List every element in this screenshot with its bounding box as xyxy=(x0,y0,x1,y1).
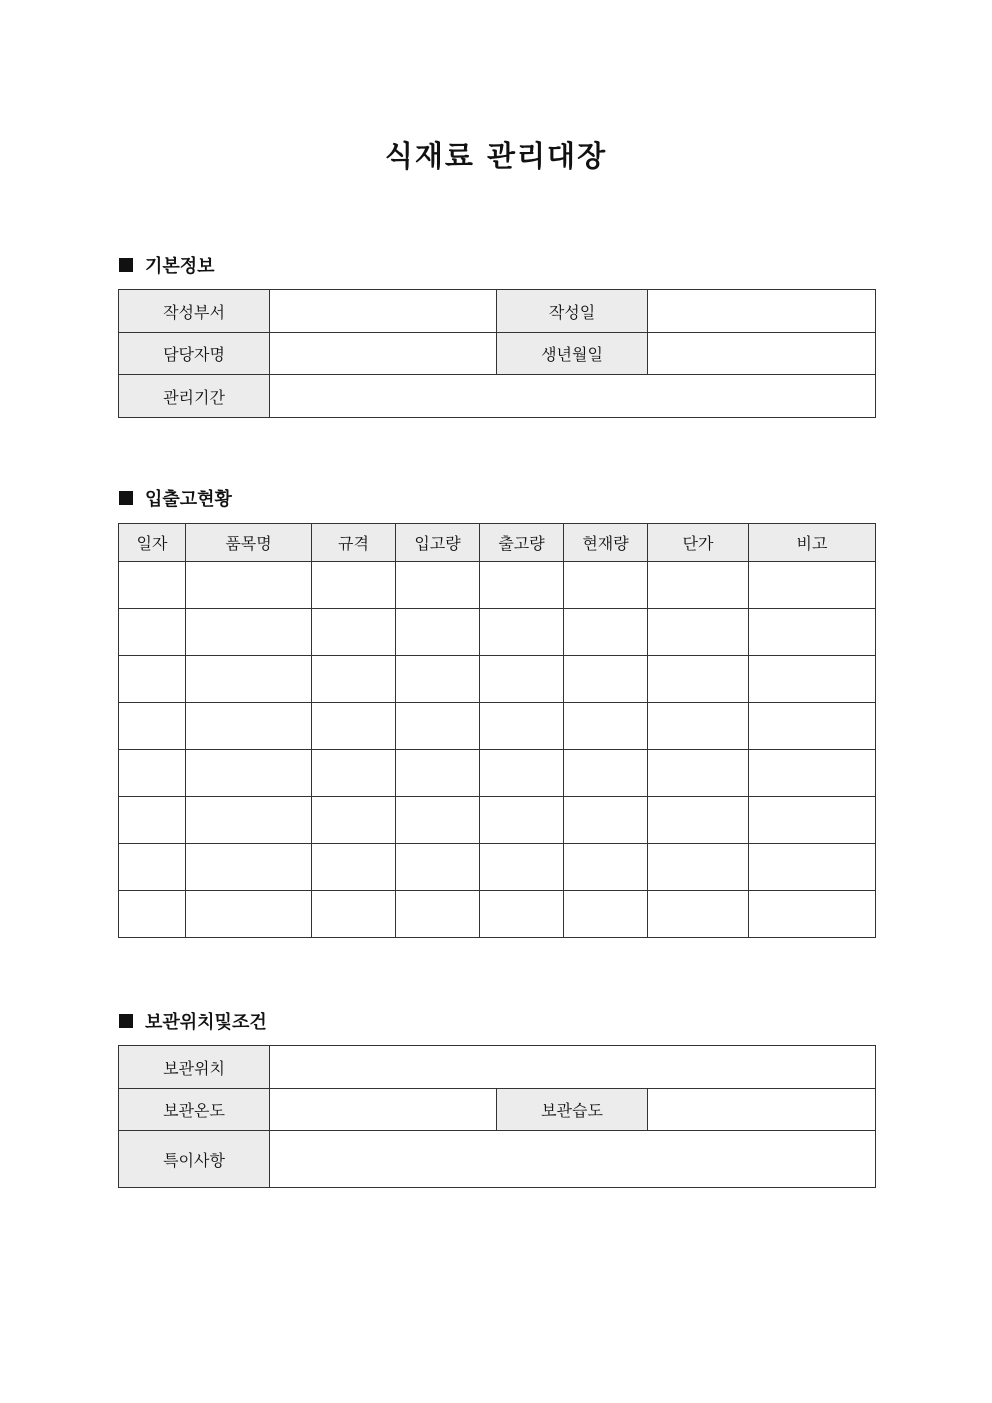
column-header-out: 출고량 xyxy=(480,524,564,562)
page-title: 식재료 관리대장 xyxy=(384,139,608,173)
section-heading-label: 보관위치및조건 xyxy=(145,1012,267,1033)
column-header-note: 비고 xyxy=(749,524,876,562)
section-heading-inout xyxy=(119,486,232,510)
section-heading-label: 입출고현황 xyxy=(145,489,232,510)
table-cell[interactable] xyxy=(749,750,876,797)
table-cell[interactable] xyxy=(396,656,480,703)
humidity-field[interactable] xyxy=(648,1089,876,1131)
table-cell[interactable] xyxy=(119,656,186,703)
table-row xyxy=(119,750,876,797)
table-cell[interactable] xyxy=(312,844,396,891)
table-row xyxy=(119,375,876,418)
table-cell[interactable] xyxy=(564,797,648,844)
column-header-stock: 현재량 xyxy=(564,524,648,562)
storage-table xyxy=(118,1045,876,1188)
manager-field[interactable] xyxy=(270,333,497,375)
table-cell[interactable] xyxy=(186,609,312,656)
table-cell[interactable] xyxy=(312,891,396,938)
table-cell[interactable] xyxy=(186,891,312,938)
table-cell[interactable] xyxy=(312,609,396,656)
column-header-item: 품목명 xyxy=(186,524,312,562)
table-cell[interactable] xyxy=(186,656,312,703)
table-cell[interactable] xyxy=(396,609,480,656)
table-cell[interactable] xyxy=(648,656,749,703)
square-bullet-icon xyxy=(119,258,133,272)
table-cell[interactable] xyxy=(312,750,396,797)
table-cell[interactable] xyxy=(749,609,876,656)
table-row xyxy=(119,333,876,375)
birth-field[interactable] xyxy=(648,333,876,375)
table-cell[interactable] xyxy=(564,891,648,938)
inout-table-body xyxy=(119,562,876,938)
table-cell[interactable] xyxy=(749,797,876,844)
table-cell[interactable] xyxy=(648,844,749,891)
dept-field[interactable] xyxy=(270,290,497,333)
table-row xyxy=(119,290,876,333)
column-header-price: 단가 xyxy=(648,524,749,562)
basic-info-table xyxy=(118,289,876,418)
table-cell[interactable] xyxy=(480,656,564,703)
manager-label: 담당자명 xyxy=(119,333,270,375)
date-field[interactable] xyxy=(648,290,876,333)
table-cell[interactable] xyxy=(186,562,312,609)
table-cell[interactable] xyxy=(480,703,564,750)
table-cell[interactable] xyxy=(648,797,749,844)
table-cell[interactable] xyxy=(564,703,648,750)
square-bullet-icon xyxy=(119,491,133,505)
location-label: 보관위치 xyxy=(119,1046,270,1089)
table-row xyxy=(119,609,876,656)
table-row xyxy=(119,1089,876,1131)
table-cell[interactable] xyxy=(119,562,186,609)
square-bullet-icon xyxy=(119,1014,133,1028)
table-row xyxy=(119,1046,876,1089)
table-cell[interactable] xyxy=(396,891,480,938)
section-heading-storage xyxy=(119,1009,267,1033)
table-cell[interactable] xyxy=(480,609,564,656)
table-cell[interactable] xyxy=(749,703,876,750)
table-cell[interactable] xyxy=(186,703,312,750)
humidity-label: 보관습도 xyxy=(497,1089,648,1131)
table-cell[interactable] xyxy=(312,797,396,844)
location-field[interactable] xyxy=(270,1046,876,1089)
table-cell[interactable] xyxy=(480,797,564,844)
temperature-field[interactable] xyxy=(270,1089,497,1131)
table-cell[interactable] xyxy=(749,656,876,703)
table-cell[interactable] xyxy=(480,562,564,609)
birth-label: 생년월일 xyxy=(497,333,648,375)
section-heading-label: 기본정보 xyxy=(145,256,215,277)
table-header-row xyxy=(119,524,876,562)
column-header-in: 입고량 xyxy=(396,524,480,562)
table-cell[interactable] xyxy=(119,609,186,656)
table-cell[interactable] xyxy=(564,609,648,656)
table-row xyxy=(119,562,876,609)
inout-table xyxy=(118,523,876,938)
period-label: 관리기간 xyxy=(119,375,270,418)
table-cell[interactable] xyxy=(648,891,749,938)
table-cell[interactable] xyxy=(648,609,749,656)
column-header-spec: 규격 xyxy=(312,524,396,562)
table-cell[interactable] xyxy=(564,750,648,797)
table-cell[interactable] xyxy=(564,844,648,891)
table-cell[interactable] xyxy=(312,703,396,750)
table-cell[interactable] xyxy=(648,750,749,797)
table-cell[interactable] xyxy=(564,656,648,703)
table-cell[interactable] xyxy=(480,844,564,891)
notes-field[interactable] xyxy=(270,1131,876,1188)
table-cell[interactable] xyxy=(186,750,312,797)
table-cell[interactable] xyxy=(119,750,186,797)
table-cell[interactable] xyxy=(564,562,648,609)
table-cell[interactable] xyxy=(186,844,312,891)
table-row xyxy=(119,844,876,891)
table-cell[interactable] xyxy=(648,703,749,750)
table-cell[interactable] xyxy=(119,797,186,844)
section-heading-basic-info xyxy=(119,253,215,277)
period-field[interactable] xyxy=(270,375,876,418)
table-cell[interactable] xyxy=(312,656,396,703)
table-cell[interactable] xyxy=(749,891,876,938)
table-cell[interactable] xyxy=(396,750,480,797)
notes-label: 특이사항 xyxy=(119,1131,270,1188)
table-row xyxy=(119,703,876,750)
table-cell[interactable] xyxy=(749,844,876,891)
table-cell[interactable] xyxy=(648,562,749,609)
table-cell[interactable] xyxy=(480,891,564,938)
table-row xyxy=(119,797,876,844)
table-cell[interactable] xyxy=(396,844,480,891)
temperature-label: 보관온도 xyxy=(119,1089,270,1131)
dept-label: 작성부서 xyxy=(119,290,270,333)
table-cell[interactable] xyxy=(119,891,186,938)
table-cell[interactable] xyxy=(312,562,396,609)
table-row xyxy=(119,1131,876,1188)
table-row xyxy=(119,656,876,703)
table-row xyxy=(119,891,876,938)
table-cell[interactable] xyxy=(396,562,480,609)
date-label: 작성일 xyxy=(497,290,648,333)
column-header-date: 일자 xyxy=(119,524,186,562)
table-cell[interactable] xyxy=(119,844,186,891)
table-cell[interactable] xyxy=(749,562,876,609)
table-cell[interactable] xyxy=(186,797,312,844)
table-cell[interactable] xyxy=(396,703,480,750)
table-cell[interactable] xyxy=(119,703,186,750)
table-cell[interactable] xyxy=(480,750,564,797)
table-cell[interactable] xyxy=(396,797,480,844)
